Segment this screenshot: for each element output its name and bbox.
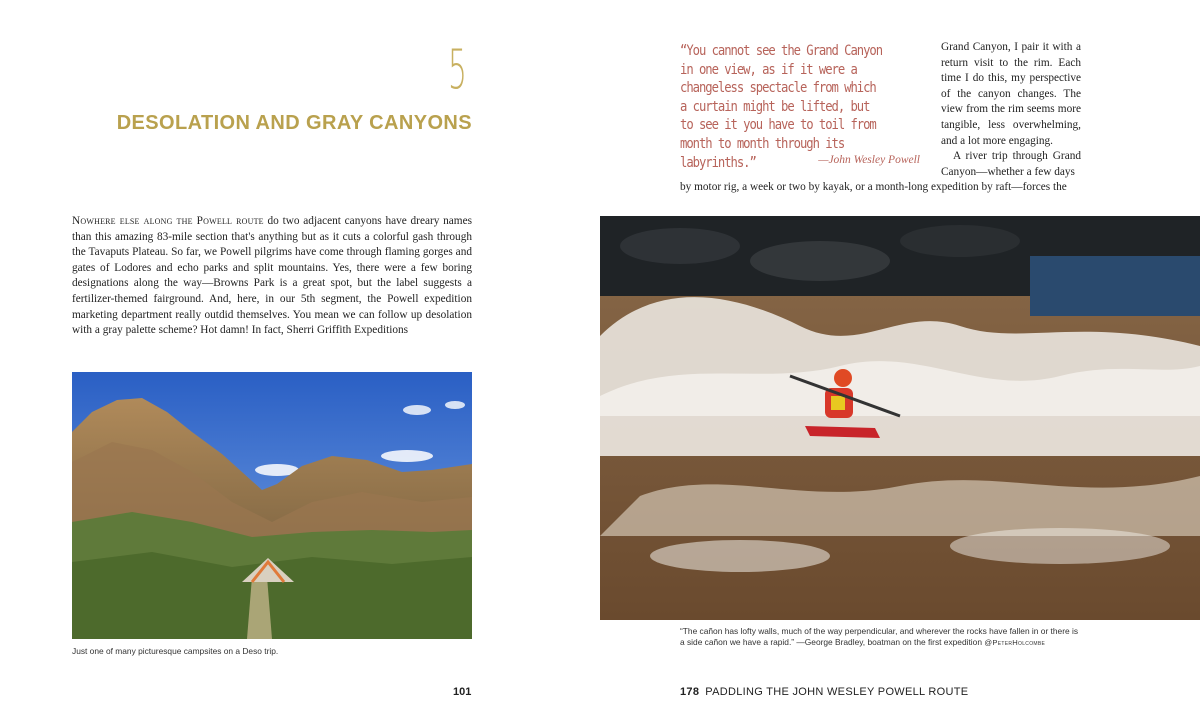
kayaker-illustration xyxy=(600,216,1200,620)
pull-quote: “You cannot see the Grand Canyon in one view, as if it were a changeless spectacle from which a curtain might be lifted, but to see it you have to toil from month to month through its labyrinths.” xyxy=(680,43,883,171)
campsite-photo xyxy=(72,372,472,639)
full-width-line: by motor rig, a week or two by kayak, or a month-long expedition by raft—forces the xyxy=(680,181,1067,193)
photo-credit: @PeterHolcombe xyxy=(984,638,1046,647)
rapids-caption-text: “The cañon has lofty walls, much of the way perpendicular, and wherever the rocks have fallen in or there is a side cañon we have a rapid.” —George Bradley, boatman on the first expedition xyxy=(680,626,1079,647)
campsite-caption: Just one of many picturesque campsites on a Deso trip. xyxy=(72,646,279,656)
body-paragraph: do two adjacent canyons have dreary names than this amazing 83-mile section that's anything but as it cuts a colorful gash through the Tavaputs Plateau. So far, we Powell pilgrims have come through flaming gorges and gates of Lodores and echo parks and split mountains. Yes, there were a few boring designations along the way—Browns Park is a great spot, but the label suggests a fertilizer-themed fairground. And, here, in our 5th segment, the Powell expedition marketing department really outdid themselves. You mean we can follow up desolation with a gray palette scheme? Hot damn! In fact, Sherri Griffith Expeditions xyxy=(72,215,472,337)
right-page xyxy=(600,0,1200,720)
campsite-illustration xyxy=(72,372,472,639)
lead-in-text: Nowhere else along the Powell route xyxy=(72,215,264,227)
page-number-right: 178 xyxy=(680,686,700,698)
running-head: PADDLING THE JOHN WESLEY POWELL ROUTE xyxy=(705,686,969,698)
column-paragraph-1: Grand Canyon, I pair it with a return visit to the rim. Each time I do this, my perspective of the canyon changes. The view from the rim seems more tangible, less overwhelming, and a lot more engaging. xyxy=(941,41,1081,147)
page-number-left: 101 xyxy=(453,686,472,698)
right-column-text xyxy=(941,40,1081,180)
rapids-photo xyxy=(600,216,1200,620)
column-paragraph-2: A river trip through Grand Canyon—whether a few days xyxy=(941,150,1081,178)
running-footer xyxy=(680,686,968,698)
quote-attribution: —John Wesley Powell xyxy=(818,154,920,166)
body-text xyxy=(72,214,472,339)
rapids-caption xyxy=(680,626,1080,648)
chapter-title: DESOLATION AND GRAY CANYONS xyxy=(116,112,472,134)
chapter-number: 5 xyxy=(448,38,467,101)
